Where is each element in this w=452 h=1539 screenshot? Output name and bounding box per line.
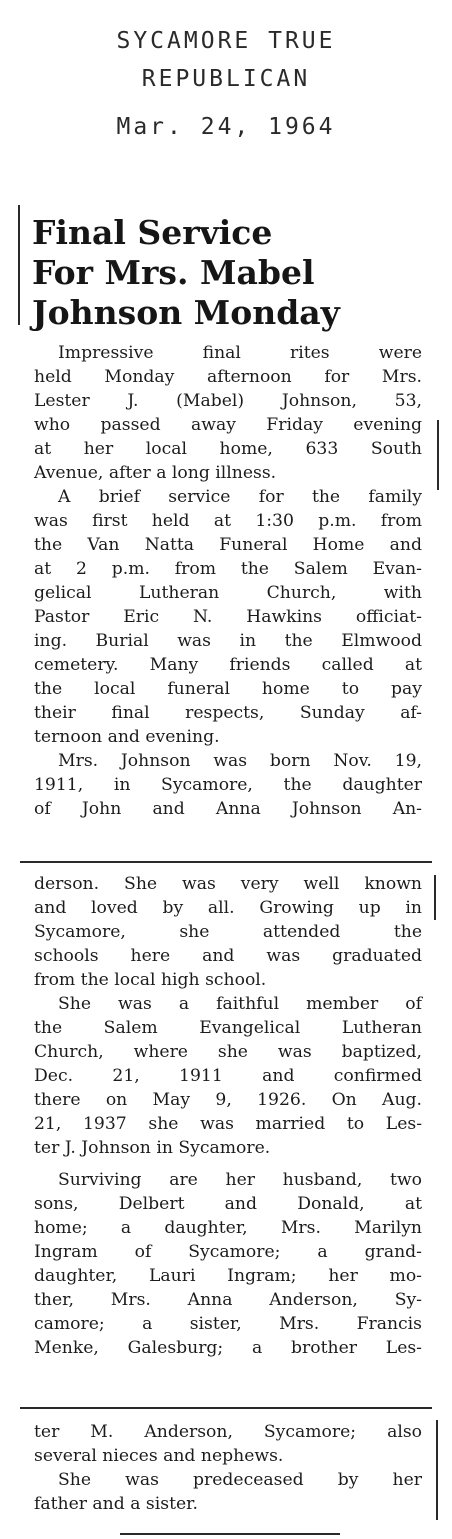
body-line: She was a faithful member of xyxy=(58,994,422,1014)
body-line: at her local home, 633 South xyxy=(34,439,422,459)
body-line: ther, Mrs. Anna Anderson, Sy- xyxy=(34,1290,422,1310)
body-line: camore; a sister, Mrs. Francis xyxy=(34,1314,422,1334)
body-line: home; a daughter, Mrs. Marilyn xyxy=(34,1218,422,1238)
left-column-rule xyxy=(18,205,20,325)
body-line: the local funeral home to pay xyxy=(34,679,422,699)
clipping-cut-line-1 xyxy=(20,861,432,863)
newspaper-name-line-2: REPUBLICAN xyxy=(141,66,311,92)
article-end-rule xyxy=(120,1533,340,1535)
body-line: Menke, Galesburg; a brother Les- xyxy=(34,1338,422,1358)
body-line: Mrs. Johnson was born Nov. 19, xyxy=(58,751,422,771)
headline-line-2: For Mrs. Mabel xyxy=(32,253,315,292)
body-line: Sycamore, she attended the xyxy=(34,922,422,942)
body-line: Surviving are her husband, two xyxy=(58,1170,422,1190)
body-line: Lester J. (Mabel) Johnson, 53, xyxy=(34,391,422,411)
body-line: A brief service for the family xyxy=(58,487,422,507)
body-line: ter M. Anderson, Sycamore; also xyxy=(34,1422,422,1442)
body-line: ing. Burial was in the Elmwood xyxy=(34,631,422,651)
body-line: the Salem Evangelical Lutheran xyxy=(34,1018,422,1038)
newspaper-name-line-1: SYCAMORE TRUE xyxy=(116,28,336,54)
body-line: was first held at 1:30 p.m. from xyxy=(34,511,422,531)
body-line: cemetery. Many friends called at xyxy=(34,655,422,675)
article-headline xyxy=(32,213,340,333)
body-line: ternoon and evening. xyxy=(34,727,220,747)
body-line: the Van Natta Funeral Home and xyxy=(34,535,422,555)
body-line: from the local high school. xyxy=(34,970,267,990)
body-line: daughter, Lauri Ingram; her mo- xyxy=(34,1266,422,1286)
body-line: ter J. Johnson in Sycamore. xyxy=(34,1138,271,1158)
body-line: father and a sister. xyxy=(34,1494,198,1514)
headline-line-3: Johnson Monday xyxy=(32,293,340,332)
right-column-rule-lower xyxy=(436,1420,438,1520)
body-line: She was predeceased by her xyxy=(58,1470,422,1490)
body-line: Avenue, after a long illness. xyxy=(34,463,277,483)
body-line: 21, 1937 she was married to Les- xyxy=(34,1114,422,1134)
body-line: several nieces and nephews. xyxy=(34,1446,284,1466)
body-line: Church, where she was baptized, xyxy=(34,1042,422,1062)
body-line: derson. She was very well known xyxy=(34,874,422,894)
body-line: 1911, in Sycamore, the daughter xyxy=(34,775,422,795)
body-line: sons, Delbert and Donald, at xyxy=(34,1194,422,1214)
body-line: of John and Anna Johnson An- xyxy=(34,799,422,819)
body-line: held Monday afternoon for Mrs. xyxy=(34,367,422,387)
right-column-rule-middle xyxy=(434,875,436,920)
publication-date: Mar. 24, 1964 xyxy=(116,114,336,140)
headline-line-1: Final Service xyxy=(32,213,273,252)
body-line: Ingram of Sycamore; a grand- xyxy=(34,1242,422,1262)
right-column-rule-upper xyxy=(437,420,439,490)
body-line: there on May 9, 1926. On Aug. xyxy=(34,1090,422,1110)
body-line: schools here and was graduated xyxy=(34,946,422,966)
body-line: Dec. 21, 1911 and confirmed xyxy=(34,1066,422,1086)
clipping-cut-line-2 xyxy=(20,1407,432,1409)
body-line: gelical Lutheran Church, with xyxy=(34,583,422,603)
body-line: who passed away Friday evening xyxy=(34,415,422,435)
body-line: Impressive final rites were xyxy=(58,343,422,363)
body-line: their final respects, Sunday af- xyxy=(34,703,422,723)
body-line: Pastor Eric N. Hawkins officiat- xyxy=(34,607,422,627)
body-line: at 2 p.m. from the Salem Evan- xyxy=(34,559,422,579)
body-line: and loved by all. Growing up in xyxy=(34,898,422,918)
